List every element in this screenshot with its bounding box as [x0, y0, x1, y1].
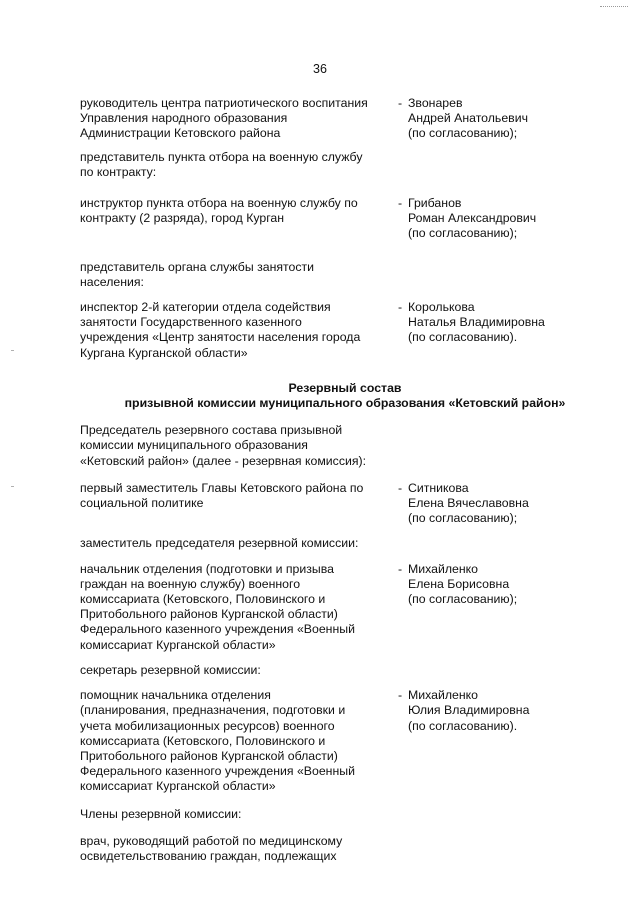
category-heading: заместитель председателя резервной комиссии: [80, 536, 359, 551]
member-entry [80, 688, 590, 794]
member-name: Ситникова Елена Вячеславовна (по согласованию); [408, 480, 529, 526]
member-position: помощник начальника отделения (планирования, предназначения, подготовки и учета мобилизационных ресурсов) военного комиссариата (Кетовского, Половинского и Притобольного районов Курганской области) Федерального казенного учреждения «Военный комиссариат Курганской области» [80, 688, 355, 794]
category-heading: Члены резервной комиссии: [80, 806, 242, 821]
member-name: Королькова Наталья Владимировна (по согласованию). [408, 300, 545, 345]
scan-margin-mark [11, 486, 14, 487]
member-position: начальник отделения (подготовки и призыва граждан на военную службу) военного комиссариата (Кетовского, Половинского и Притобольного районов Курганской области) Федерального казенного учреждения «Военный комиссариат Курганской области» [80, 561, 355, 652]
scan-corner-mark [600, 6, 628, 8]
member-entry [80, 481, 590, 527]
member-entry [80, 300, 590, 361]
member-position: первый заместитель Главы Кетовского района по социальной политике [80, 480, 364, 511]
section-title: Резервный состав призывной комиссии муниципального образования «Кетовский район» [124, 380, 566, 411]
member-name: Михайленко Юлия Владимировна (по согласованию). [408, 688, 530, 733]
member-name: Звонарев Андрей Анатольевич (по согласованию); [408, 96, 528, 141]
page-number: 36 [313, 62, 327, 76]
member-position: руководитель центра патриотического воспитания Управления народного образования Администрации Кетовского района [80, 96, 368, 141]
scan-margin-mark [11, 350, 14, 351]
member-name: Грибанов Роман Александрович (по согласованию); [408, 196, 537, 241]
member-position-partial: врач, руководящий работой по медицинскому освидетельствованию граждан, подлежащих [80, 833, 343, 863]
member-entry [80, 562, 590, 653]
entry-dash: - [398, 196, 403, 211]
entry-dash: - [398, 480, 403, 495]
entry-dash: - [398, 300, 403, 315]
category-heading: секретарь резервной комиссии: [80, 662, 261, 677]
member-entry [80, 196, 590, 242]
member-position: инспектор 2-й категории отдела содействия занятости Государственного казенного учреждения «Центр занятости населения города Кургана Курганской области» [80, 300, 361, 360]
entry-dash: - [398, 96, 403, 110]
entry-dash: - [398, 561, 403, 576]
member-name: Михайленко Елена Борисовна (по согласованию); [408, 561, 518, 607]
category-heading: Председатель резервного состава призывной комиссии муниципального образования «Кетовский район» (далее - резервная комиссия): [80, 423, 367, 468]
member-position: инструктор пункта отбора на военную службу по контракту (2 разряда), город Курган [80, 196, 358, 226]
entry-dash: - [398, 688, 403, 703]
category-heading: представитель органа службы занятости населения: [80, 259, 315, 289]
document-body [80, 96, 590, 864]
member-entry [80, 96, 590, 142]
category-heading: представитель пункта отбора на военную службу по контракту: [80, 149, 363, 179]
